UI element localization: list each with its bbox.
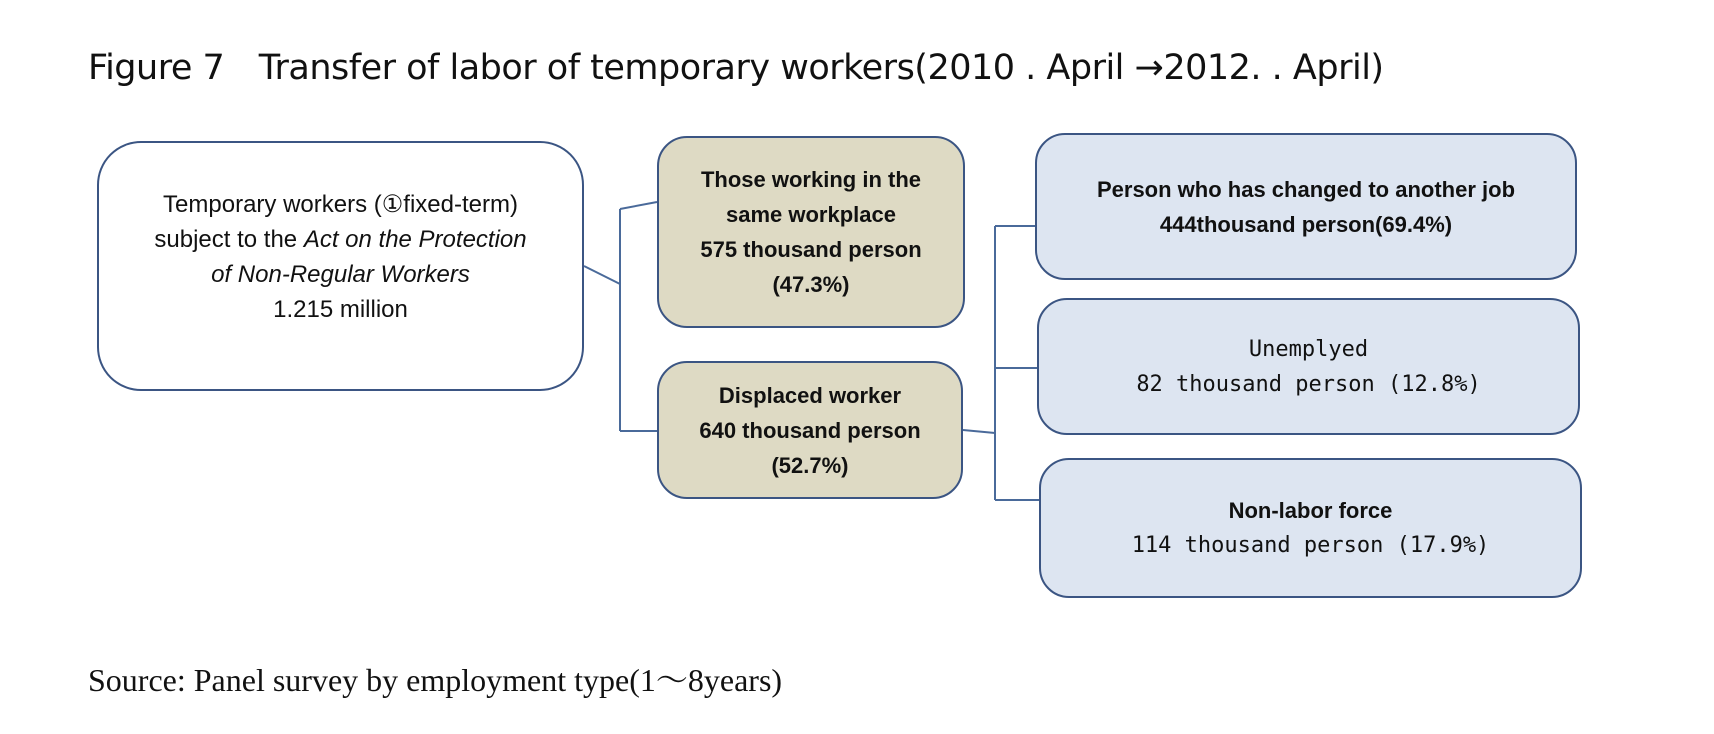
same-workplace-count: 575 thousand person bbox=[700, 237, 922, 262]
same-workplace-box bbox=[657, 136, 965, 328]
same-workplace-line-1: Those working in the bbox=[700, 167, 921, 192]
source-line-1: Temporary workers (①fixed-term) bbox=[163, 191, 518, 218]
source-line-2-prefix: subject to the bbox=[154, 226, 304, 253]
changed-job-label: Person who has changed to another job bbox=[1096, 176, 1516, 202]
displaced-count: 640 thousand person bbox=[699, 417, 921, 443]
changed-job-box bbox=[1035, 133, 1577, 280]
connector-source-to-bracket bbox=[584, 266, 620, 284]
figure-title: Figure 7 Transfer of labor of temporary workers(2010 . April →2012. . April) bbox=[88, 48, 1384, 88]
non-labor-label: Non-labor force bbox=[1228, 498, 1393, 523]
unemployed-box bbox=[1037, 298, 1580, 435]
connector-displaced-to-bracket bbox=[963, 430, 995, 433]
unemployed-count: 82 thousand person (12.8%) bbox=[1136, 371, 1481, 397]
displaced-percent: (52.7%) bbox=[771, 452, 849, 478]
act-name-part-2: of Non-Regular Workers bbox=[211, 261, 470, 288]
non-labor-force-box bbox=[1039, 458, 1582, 598]
source-note: Source: Panel survey by employment type(1～8years) bbox=[88, 662, 783, 698]
displaced-label: Displaced worker bbox=[718, 382, 902, 408]
source-line-2 bbox=[154, 222, 526, 257]
act-name-part-1: Act on the Protection bbox=[303, 226, 527, 253]
temporary-workers-box bbox=[97, 141, 584, 391]
displaced-worker-box bbox=[657, 361, 963, 499]
changed-job-count: 444thousand person(69.4%) bbox=[1159, 211, 1453, 237]
connector-to-same-workplace bbox=[620, 202, 657, 209]
same-workplace-percent: (47.3%) bbox=[772, 272, 850, 297]
same-workplace-line-2: same workplace bbox=[726, 202, 896, 227]
unemployed-label: Unemplyed bbox=[1248, 336, 1369, 362]
source-total: 1.215 million bbox=[273, 296, 408, 323]
non-labor-count: 114 thousand person (17.9%) bbox=[1131, 533, 1490, 558]
